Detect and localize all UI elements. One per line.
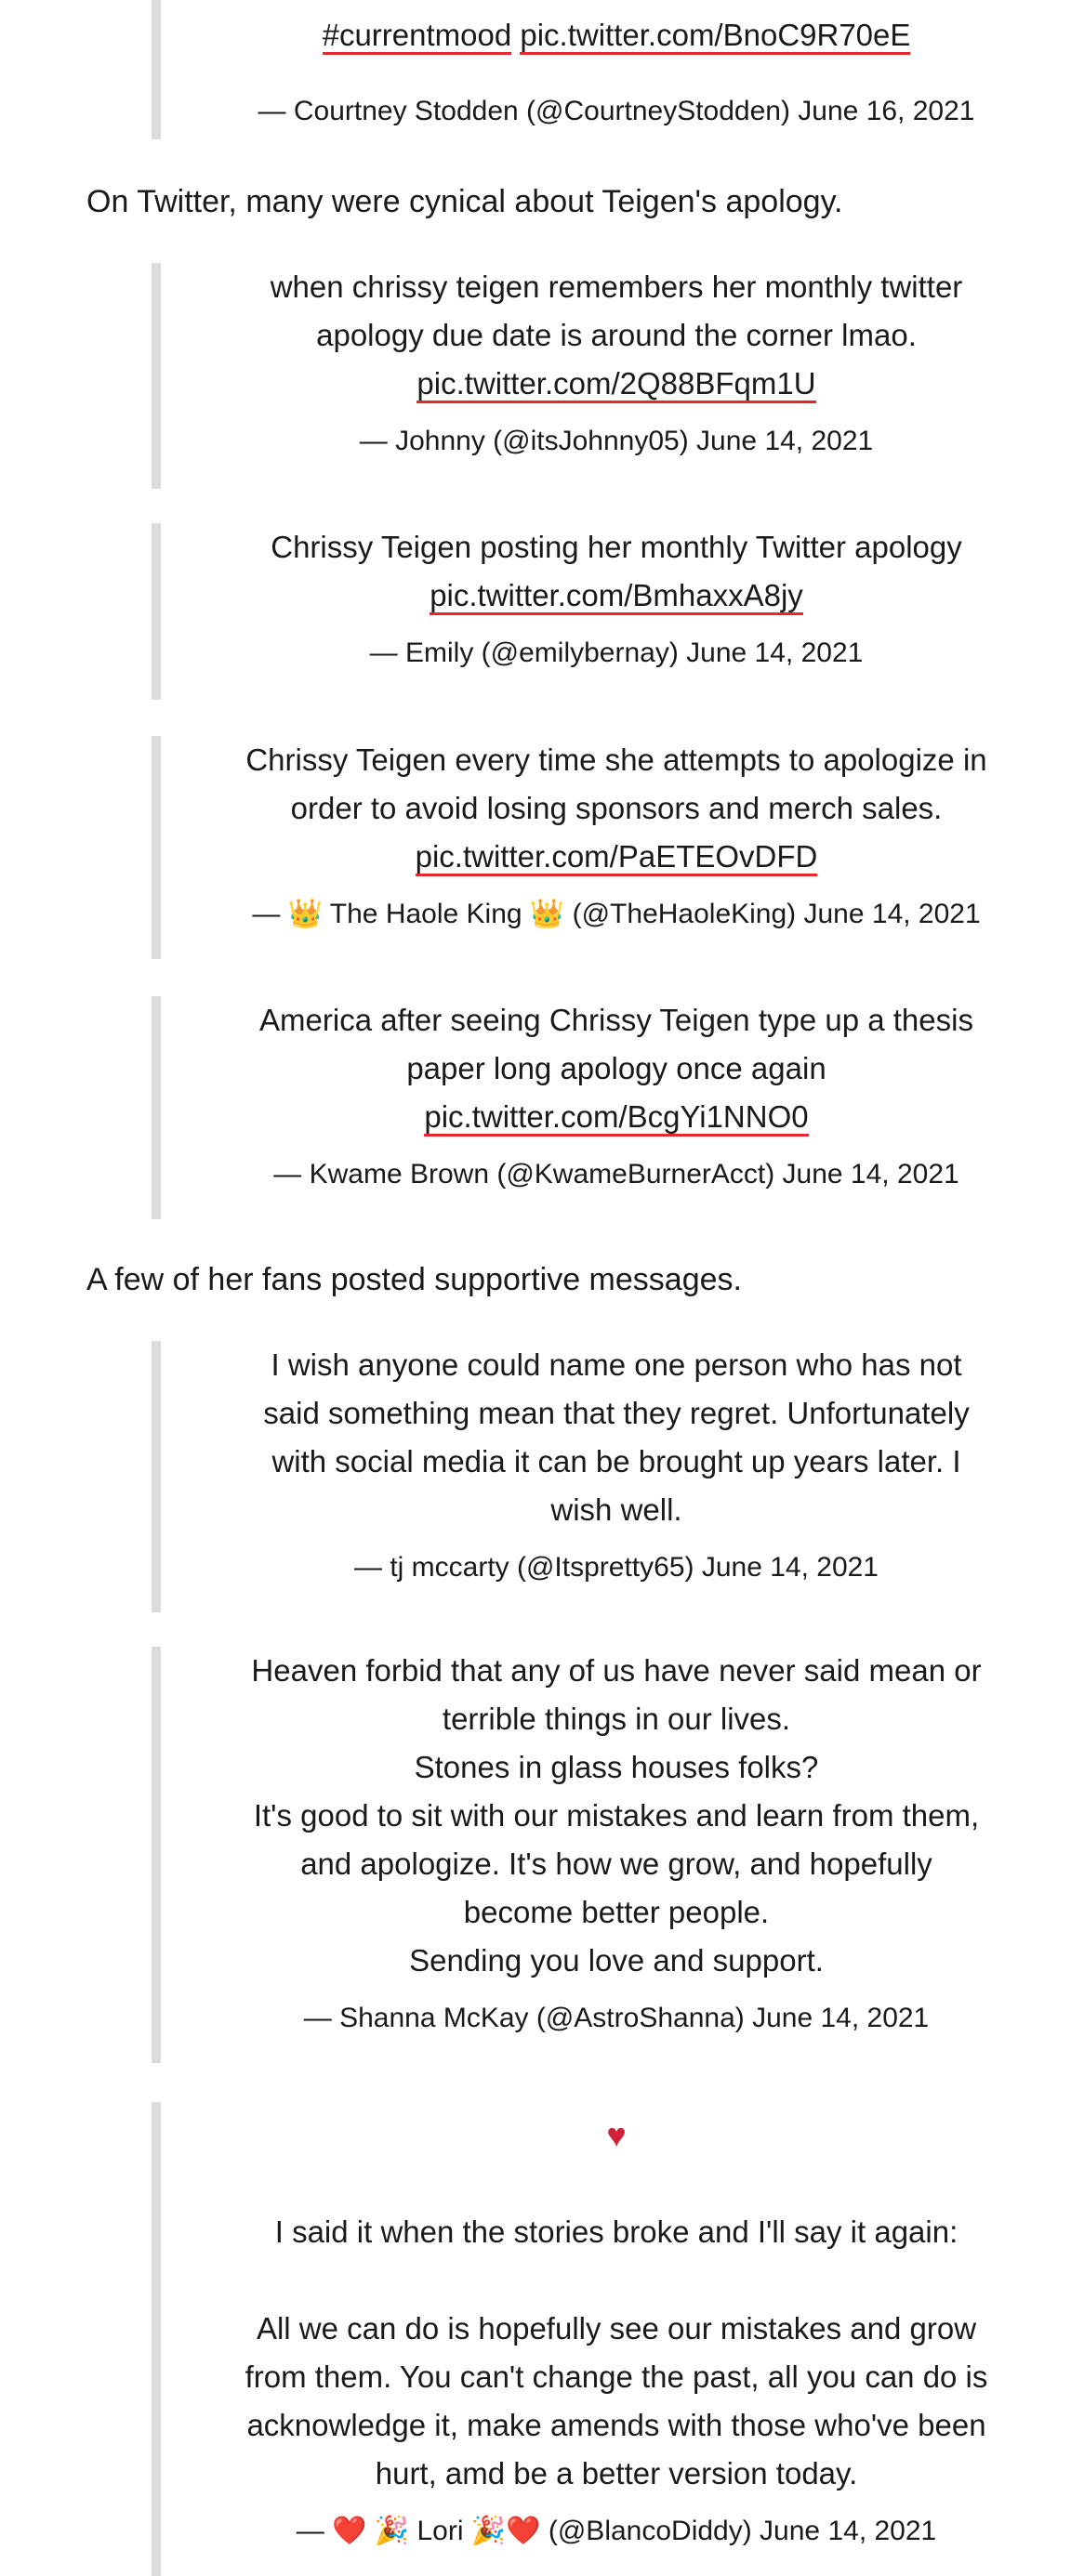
tweet-image-link[interactable]: pic.twitter.com/BcgYi1NNO0 <box>424 1099 808 1137</box>
tweet-text-line: acknowledge it, make amends with those who've been <box>246 2408 986 2442</box>
heart-icon: ♥ <box>606 2116 627 2154</box>
tweet-text-line: when chrissy teigen remembers her monthly twitter <box>270 269 963 304</box>
tweet-attribution: — Courtney Stodden (@CourtneyStodden) June 16, 2021 <box>258 96 975 126</box>
tweet-text-line: It's good to sit with our mistakes and learn from them, <box>253 1798 980 1833</box>
tweet-text-line: from them. You can't change the past, all you can do is <box>245 2359 988 2394</box>
tweet-text-line: said something mean that they regret. Unfortunately <box>263 1396 970 1430</box>
tweet-text-line: hurt, amd be a better version today. <box>375 2456 858 2491</box>
tweet-text-line: America after seeing Chrissy Teigen type up a thesis <box>259 1003 973 1037</box>
tweet-image-link[interactable]: pic.twitter.com/2Q88BFqm1U <box>416 366 815 403</box>
tweet-attribution: — Johnny (@itsJohnny05) June 14, 2021 <box>359 426 874 456</box>
embedded-tweet-1 <box>152 0 1025 139</box>
embedded-tweet-2 <box>152 263 1025 489</box>
embedded-tweet-4 <box>152 736 1025 959</box>
tweet-text-line: paper long apology once again <box>406 1051 826 1085</box>
tweet-attribution: — tj mccarty (@Itspretty65) June 14, 2021 <box>353 1552 879 1583</box>
tweet-text-line: apology due date is around the corner lmao. <box>316 318 917 352</box>
tweet-attribution: — Shanna McKay (@AstroShanna) June 14, 2021 <box>303 2003 930 2033</box>
tweet-text-line: wish well. <box>550 1492 682 1527</box>
embedded-tweet-5 <box>152 996 1025 1219</box>
tweet-text-line: Heaven forbid that any of us have never said mean or <box>251 1653 982 1688</box>
tweet-text-line: Sending you love and support. <box>409 1943 824 1978</box>
tweet-attribution: — Emily (@emilybernay) June 14, 2021 <box>369 637 864 668</box>
tweet-text-line: order to avoid losing sponsors and merch sales. <box>290 791 943 825</box>
tweet-text-line: I wish anyone could name one person who has not <box>271 1347 962 1382</box>
tweet-image-link[interactable]: pic.twitter.com/BmhaxxA8jy <box>430 578 803 615</box>
tweet-text-line: become better people. <box>463 1895 770 1929</box>
tweet-attribution: — 👑 The Haole King 👑 (@TheHaoleKing) June 14, 2021 <box>252 899 981 929</box>
tweet-text-line: terrible things in our lives. <box>442 1702 791 1736</box>
article-paragraph: On Twitter, many were cynical about Teigen's apology. <box>86 184 843 219</box>
embedded-tweet-3 <box>152 523 1025 700</box>
embedded-tweet-7 <box>152 1647 1025 2063</box>
tweet-text-line: with social media it can be brought up years later. I <box>271 1444 961 1479</box>
tweet-text-line: Chrissy Teigen every time she attempts to apologize in <box>245 743 987 777</box>
tweet-text-line: Chrissy Teigen posting her monthly Twitter apology <box>271 530 962 564</box>
tweet-text-line: All we can do is hopefully see our mistakes and grow <box>256 2311 977 2346</box>
tweet-text-line: I said it when the stories broke and I'll say it again: <box>274 2215 958 2249</box>
article-paragraph: A few of her fans posted supportive messages. <box>86 1262 742 1297</box>
hashtag-link[interactable]: #currentmood <box>323 18 512 55</box>
tweet-attribution: — Kwame Brown (@KwameBurnerAcct) June 14, 2021 <box>273 1159 959 1189</box>
tweet-attribution: — ❤️ 🎉 Lori 🎉❤️ (@BlancoDiddy) June 14, 2021 <box>296 2516 937 2546</box>
embedded-tweet-8 <box>152 2102 1025 2576</box>
embedded-tweet-6 <box>152 1341 1025 1612</box>
tweet-image-link[interactable]: pic.twitter.com/BnoC9R70eE <box>520 18 910 55</box>
tweet-text-line: and apologize. It's how we grow, and hopefully <box>300 1847 932 1881</box>
tweet-image-link[interactable]: pic.twitter.com/PaETEOvDFD <box>416 839 818 876</box>
tweet-text-line: Stones in glass houses folks? <box>414 1750 819 1784</box>
